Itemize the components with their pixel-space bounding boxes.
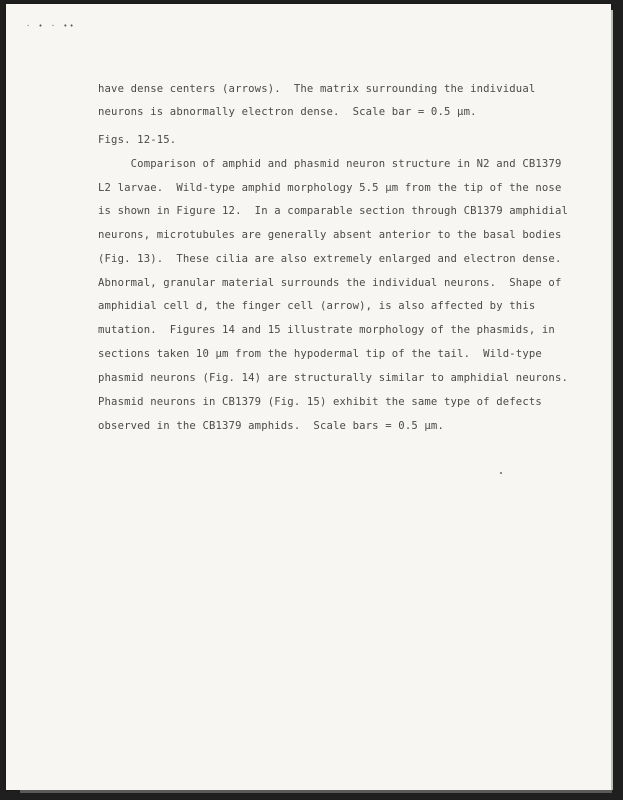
text-line: have dense centers (arrows). The matrix surrounding the individual: [98, 83, 536, 95]
text-line: phasmid neurons (Fig. 14) are structurally similar to amphidial neurons.: [98, 372, 569, 384]
paper-speck: [500, 472, 502, 474]
text-line: Abnormal, granular material surrounds the individual neurons. Shape of: [98, 277, 562, 289]
text-line: sections taken 10 μm from the hypodermal tip of the tail. Wild-type: [98, 348, 542, 360]
text-line: Comparison of amphid and phasmid neuron structure in N2 and CB1379: [98, 158, 562, 170]
text-line: (Fig. 13). These cilia are also extremely enlarged and electron dense.: [98, 253, 562, 265]
text-line: is shown in Figure 12. In a comparable section through CB1379 amphidial: [98, 205, 569, 217]
text-line: Phasmid neurons in CB1379 (Fig. 15) exhibit the same type of defects: [98, 396, 542, 408]
text-line: observed in the CB1379 amphids. Scale bars = 0.5 μm.: [98, 420, 444, 432]
text-line: amphidial cell d, the finger cell (arrow), is also affected by this: [98, 300, 536, 312]
text-line: L2 larvae. Wild-type amphid morphology 5.5 μm from the tip of the nose: [98, 182, 562, 194]
text-line: mutation. Figures 14 and 15 illustrate morphology of the phasmids, in: [98, 324, 555, 336]
corner-marks: · • · ••: [26, 22, 76, 30]
text-line: neurons, microtubules are generally absent anterior to the basal bodies: [98, 229, 562, 241]
figure-heading: Figs. 12-15.: [98, 134, 177, 146]
text-line: neurons is abnormally electron dense. Scale bar = 0.5 μm.: [98, 106, 477, 118]
page-edge-bottom: [20, 790, 612, 793]
page-edge-right: [611, 10, 613, 790]
